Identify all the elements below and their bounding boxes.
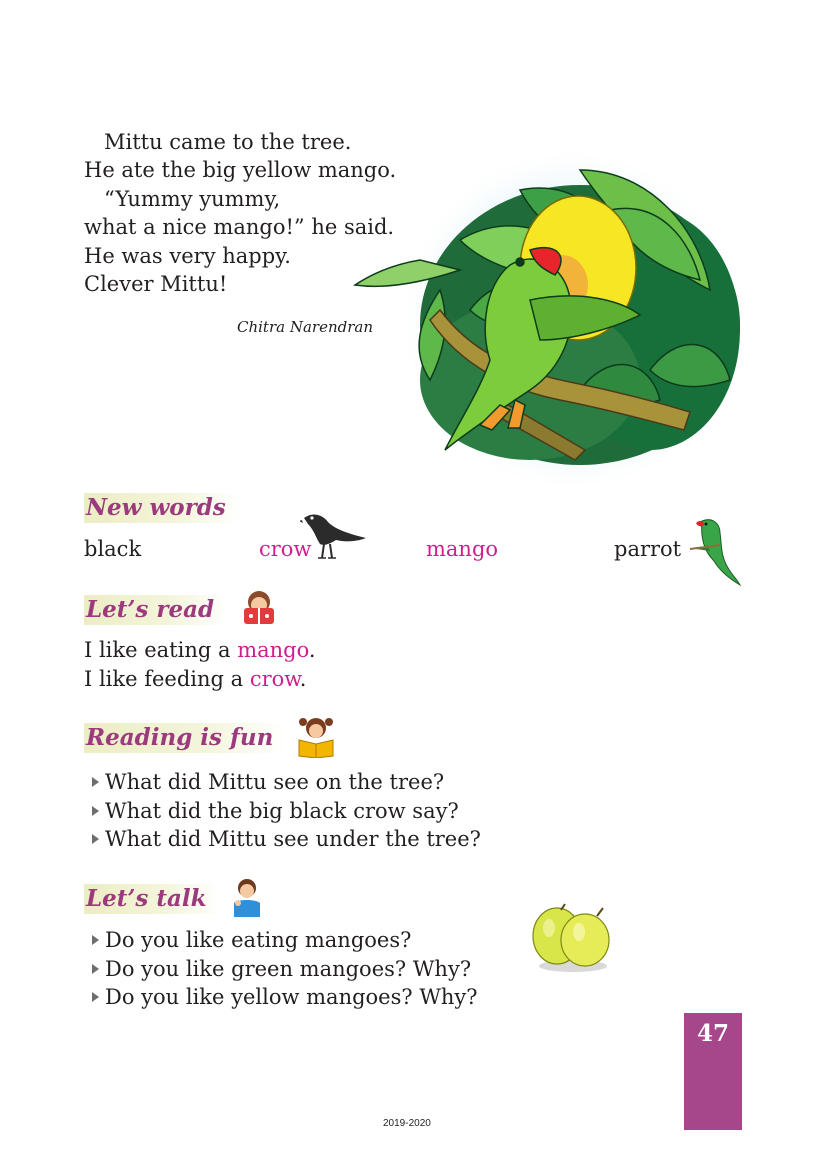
lets-read-word-crow: crow <box>249 667 300 691</box>
lets-read-word-mango: mango <box>237 638 309 662</box>
poem-line: He was very happy. <box>84 243 291 268</box>
bullet-arrow-icon <box>92 964 99 974</box>
new-words-heading: New words <box>84 493 240 523</box>
list-item <box>92 926 478 955</box>
new-word-mango: mango <box>426 537 499 561</box>
question-text: Do you like yellow mangoes? Why? <box>105 985 478 1010</box>
reading-is-fun-heading: Reading is fun <box>84 723 287 753</box>
reading-is-fun-questions <box>92 768 481 854</box>
parrot-mango-illustration <box>350 150 750 490</box>
new-word-crow: crow <box>259 537 312 561</box>
question-text: Do you like eating mangoes? <box>105 928 412 953</box>
question-text: What did Mittu see on the tree? <box>105 770 445 795</box>
edition-year: 2019-2020 <box>383 1118 431 1129</box>
question-text: What did the big black crow say? <box>105 798 459 823</box>
list-item <box>92 955 478 984</box>
poem-author: Chitra Narendran <box>237 318 373 336</box>
lets-read-line-1 <box>84 638 316 662</box>
list-item <box>92 797 481 826</box>
poem-line: He ate the big yellow mango. <box>84 158 397 183</box>
list-item <box>92 983 478 1012</box>
bullet-arrow-icon <box>92 935 99 945</box>
bullet-arrow-icon <box>92 992 99 1002</box>
parrot-icon <box>690 515 744 587</box>
lets-talk-heading: Let’s talk <box>84 884 221 914</box>
lets-talk-questions <box>92 926 478 1012</box>
poem-line: “Yummy yummy, <box>104 186 281 211</box>
lets-read-text: I like eating a <box>84 638 238 662</box>
mangoes-icon <box>527 902 615 974</box>
lets-read-text: . <box>299 667 307 691</box>
new-word-parrot: parrot <box>614 537 682 561</box>
girl-reading-icon <box>238 588 280 628</box>
question-text: Do you like green mangoes? Why? <box>105 956 472 981</box>
lets-read-text: I like feeding a <box>84 667 250 691</box>
list-item <box>92 768 481 797</box>
boy-talking-icon <box>228 877 266 919</box>
bullet-arrow-icon <box>92 806 99 816</box>
lets-read-line-2 <box>84 667 306 691</box>
list-item <box>92 825 481 854</box>
question-text: What did Mittu see under the tree? <box>105 827 481 852</box>
crow-icon <box>300 508 372 562</box>
page-number: 47 <box>696 1020 729 1047</box>
new-word-black: black <box>84 537 142 561</box>
poem-line: Clever Mittu! <box>84 272 228 297</box>
bullet-arrow-icon <box>92 834 99 844</box>
lets-read-heading: Let’s read <box>84 595 228 625</box>
girl-with-book-icon <box>293 716 339 758</box>
bullet-arrow-icon <box>92 777 99 787</box>
poem-line: what a nice mango!” he said. <box>84 215 395 240</box>
lets-read-text: . <box>308 638 316 662</box>
poem-line: Mittu came to the tree. <box>104 130 352 154</box>
